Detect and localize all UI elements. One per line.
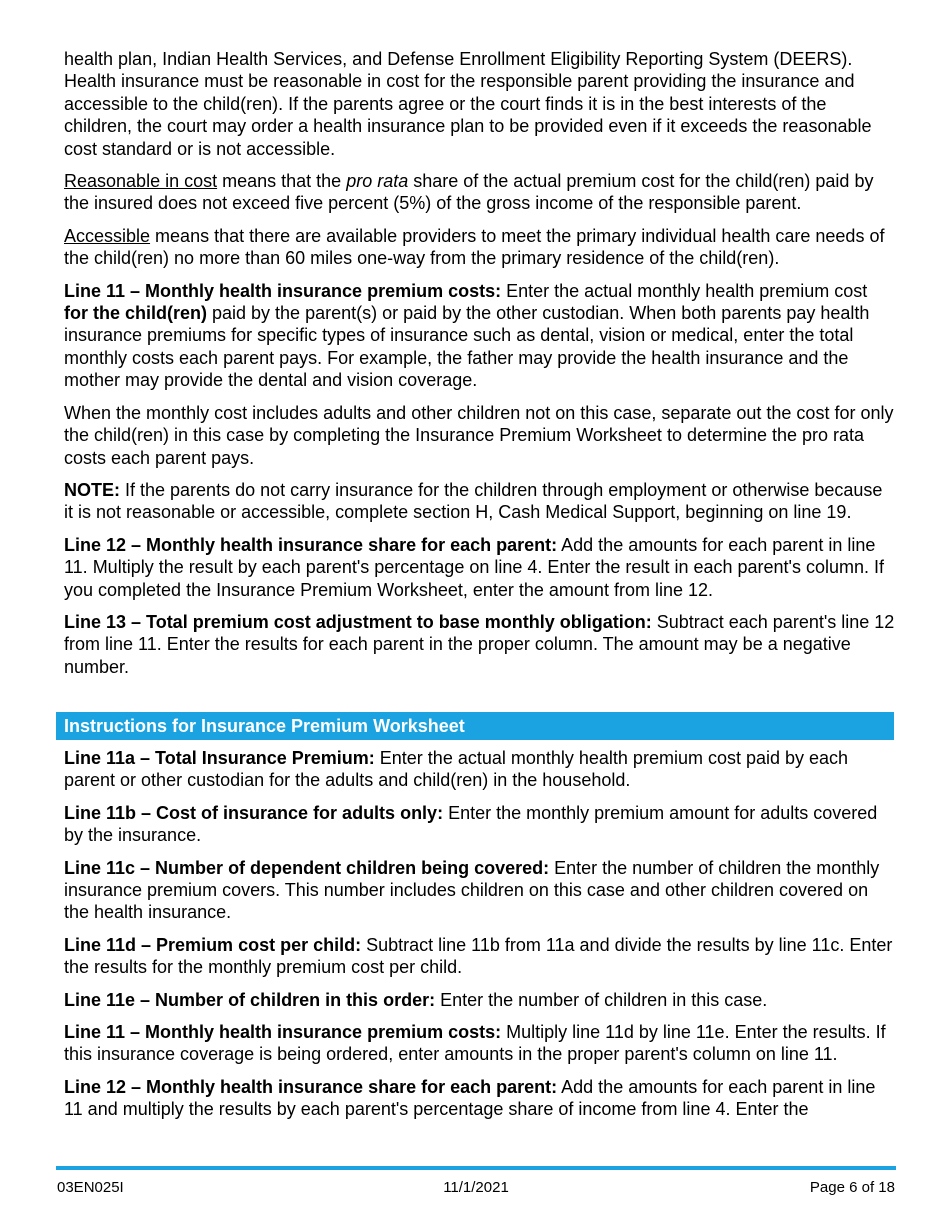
- heading-line-13: Line 13 – Total premium cost adjustment to base monthly obligation:: [64, 611, 652, 632]
- paragraph-reasonable-cost: Reasonable in cost means that the pro rata share of the actual premium cost for the child(ren) paid by the insured does not exceed five percent (5%) of the gross income of the responsible parent.: [64, 171, 874, 214]
- section-banner: Instructions for Insurance Premium Worksheet: [56, 712, 894, 740]
- term-accessible: Accessible: [64, 225, 151, 246]
- footer-form-id: 03EN025I: [57, 1179, 124, 1196]
- heading-line-11d: Line 11d – Premium cost per child:: [64, 934, 362, 955]
- heading-note: NOTE:: [64, 479, 120, 500]
- paragraph-line-11d: Line 11d – Premium cost per child: Subtract line 11b from 11a and divide the results by line 11c. Enter the results for the monthly premium cost per child.: [64, 934, 893, 978]
- paragraph-line-11a: Line 11a – Total Insurance Premium: Enter the actual monthly health premium cost paid by each parent or other custodian for the adults and child(ren) in the household.: [64, 748, 849, 791]
- heading-worksheet-line-12: Line 12 – Monthly health insurance share for each parent:: [64, 1076, 558, 1097]
- paragraph-line-11c: Line 11c – Number of dependent children being covered: Enter the number of children the monthly insurance premium covers. This number includes children on this case and other children covered on the health insurance.: [64, 857, 880, 923]
- heading-line-11b: Line 11b – Cost of insurance for adults only:: [64, 802, 444, 823]
- paragraph-note: NOTE: If the parents do not carry insurance for the children through employment or otherwise because it is not reasonable or accessible, complete section H, Cash Medical Support, beginning on line 19.: [64, 479, 883, 523]
- heading-line-12: Line 12 – Monthly health insurance share for each parent:: [64, 534, 558, 555]
- heading-line-11e: Line 11e – Number of children in this order:: [64, 989, 436, 1010]
- paragraph-line-11e: Line 11e – Number of children in this order: Enter the number of children in this case.: [64, 989, 768, 1010]
- heading-worksheet-line-11: Line 11 – Monthly health insurance premium costs:: [64, 1022, 502, 1043]
- paragraph-line-12: Line 12 – Monthly health insurance share for each parent: Add the amounts for each parent in line 11. Multiply the result by each parent's percentage on line 4. Enter the result in each parent's column. If you completed the Insurance Premium Worksheet, enter the amount from line 12.: [64, 534, 885, 600]
- heading-line-11a: Line 11a – Total Insurance Premium:: [64, 748, 375, 768]
- heading-line-11: Line 11 – Monthly health insurance premium costs:: [64, 280, 502, 301]
- paragraph-monthly-cost: When the monthly cost includes adults and other children not on this case, separate out the cost for only the child(ren) in this case by completing the Insurance Premium Worksheet to determine the pro rata costs each parent pays.: [64, 402, 894, 468]
- document-body-top: [64, 48, 896, 688]
- paragraph-line-11b: Line 11b – Cost of insurance for adults only: Enter the monthly premium amount for adults covered by the insurance.: [64, 802, 878, 846]
- footer-divider: [56, 1166, 896, 1170]
- document-body-bottom: [64, 747, 896, 1131]
- paragraph-accessible: Accessible means that there are available providers to meet the primary individual health care needs of the child(ren) no more than 60 miles one-way from the primary residence of the child(ren).: [64, 225, 885, 269]
- footer-date: 11/1/2021: [443, 1179, 509, 1196]
- paragraph-worksheet-line-11: Line 11 – Monthly health insurance premium costs: Multiply line 11d by line 11e. Enter the results. If this insurance coverage is being ordered, enter amounts in the proper parent's column on line 11.: [64, 1022, 886, 1065]
- term-reasonable-in-cost: Reasonable in cost: [64, 171, 218, 192]
- heading-line-11c: Line 11c – Number of dependent children being covered:: [64, 857, 550, 878]
- paragraph-health-plan: health plan, Indian Health Services, and Defense Enrollment Eligibility Reporting System (DEERS). Health insurance must be reasonable in cost for the responsible parent providing the insurance and accessible to the child(ren). If the parents agree or the court finds it is in the best interests of the children, the court may order a health insurance plan to be provided even if it exceeds the reasonable cost standard or is not accessible.: [64, 49, 872, 159]
- page-footer: [57, 1178, 895, 1198]
- footer-page-number: Page 6 of 18: [809, 1179, 895, 1196]
- paragraph-line-13: Line 13 – Total premium cost adjustment to base monthly obligation: Subtract each parent's line 12 from line 11. Enter the results for each parent in the proper column. The amount may be a negative number.: [64, 611, 895, 677]
- paragraph-line-11: Line 11 – Monthly health insurance premium costs: Enter the actual monthly health premium cost for the child(ren) paid by the parent(s) or paid by the other custodian. When both parents pay health insurance premiums for specific types of insurance such as dental, vision or medical, enter the total monthly costs each parent pays. For example, the father may provide the health insurance and the mother may provide the dental and vision coverage.: [64, 280, 870, 391]
- paragraph-worksheet-line-12: Line 12 – Monthly health insurance share for each parent: Add the amounts for each parent in line 11 and multiply the results by each parent's percentage share of income from line 4. Enter the: [64, 1076, 876, 1120]
